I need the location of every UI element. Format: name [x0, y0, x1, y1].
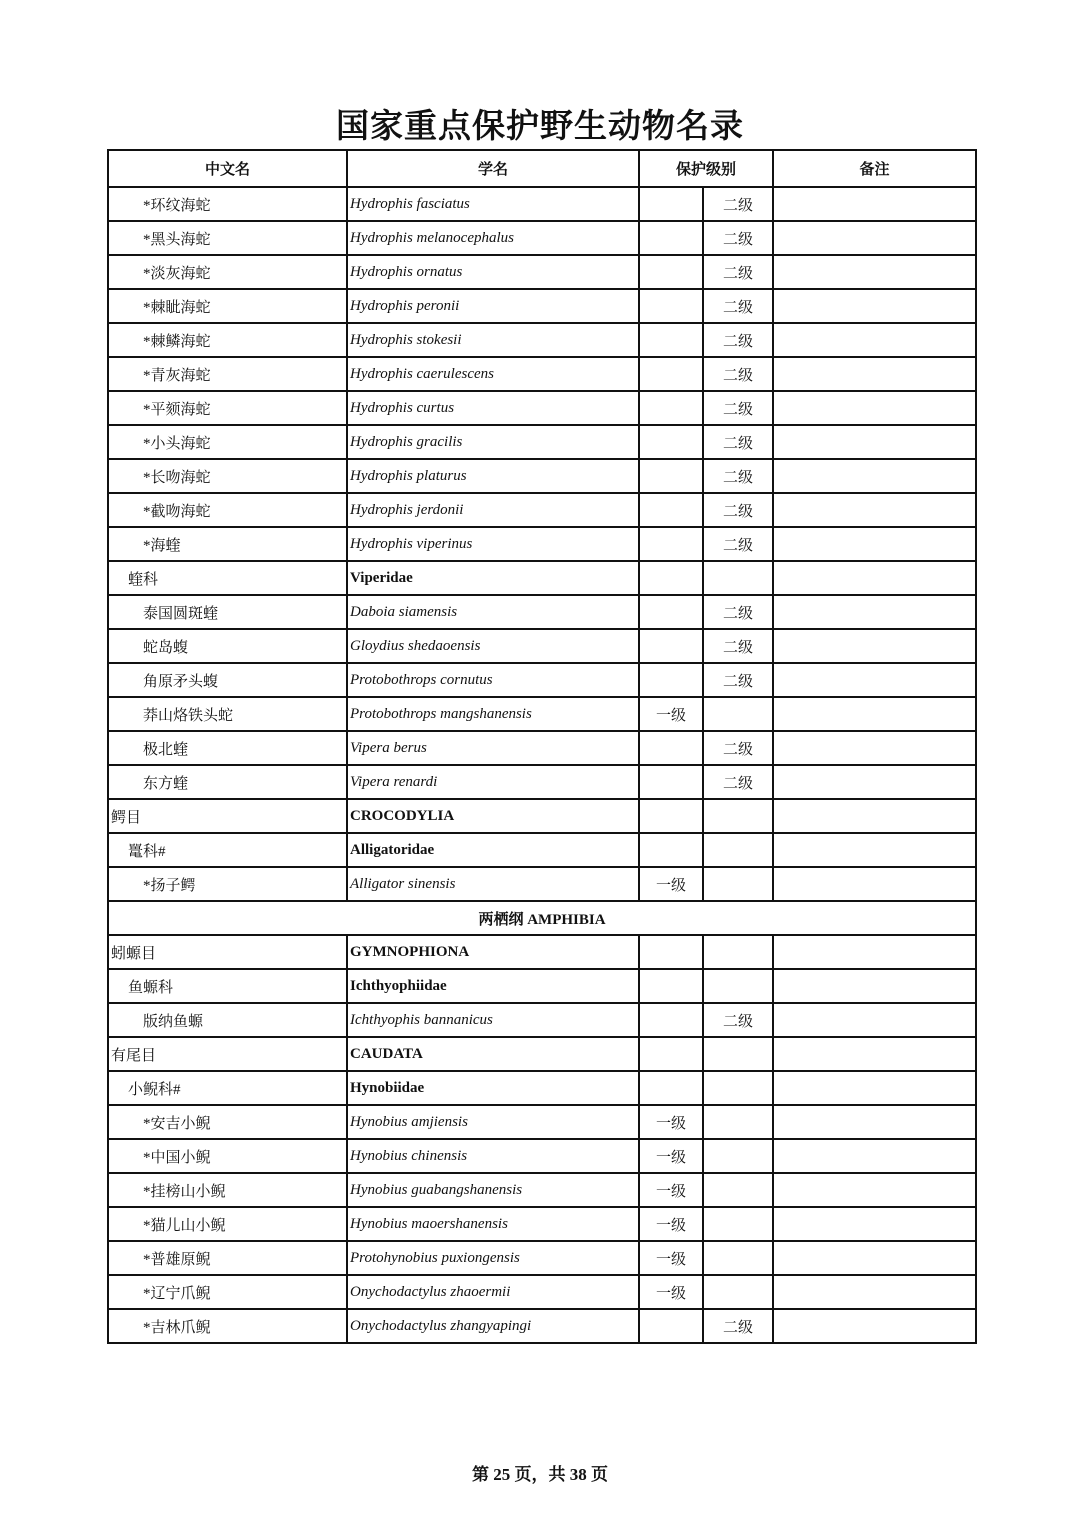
level-1-cell	[639, 765, 703, 799]
level-2-cell: 二级	[703, 765, 773, 799]
scientific-name-cell: Alligatoridae	[347, 833, 639, 867]
level-1-cell	[639, 1309, 703, 1343]
section-row	[108, 901, 976, 935]
level-1-cell	[639, 221, 703, 255]
scientific-name-cell: Viperidae	[347, 561, 639, 595]
level-2-cell	[703, 1173, 773, 1207]
level-2-cell: 二级	[703, 493, 773, 527]
notes-cell	[773, 697, 976, 731]
level-1-cell	[639, 459, 703, 493]
notes-cell	[773, 493, 976, 527]
level-1-cell	[639, 935, 703, 969]
species-row	[108, 1309, 976, 1343]
scientific-name-cell: Hynobius amjiensis	[347, 1105, 639, 1139]
level-2-cell: 二级	[703, 323, 773, 357]
chinese-name-cell: 莽山烙铁头蛇	[108, 697, 347, 731]
species-row	[108, 697, 976, 731]
scientific-name-cell: Protohynobius puxiongensis	[347, 1241, 639, 1275]
chinese-name-cell: 泰国圆斑蝰	[108, 595, 347, 629]
species-row	[108, 425, 976, 459]
level-1-cell	[639, 663, 703, 697]
level-1-cell: 一级	[639, 1275, 703, 1309]
chinese-name-cell: 东方蝰	[108, 765, 347, 799]
scientific-name-cell: Protobothrops mangshanensis	[347, 697, 639, 731]
level-1-cell: 一级	[639, 1241, 703, 1275]
notes-cell	[773, 765, 976, 799]
notes-cell	[773, 1037, 976, 1071]
notes-cell	[773, 255, 976, 289]
notes-cell	[773, 425, 976, 459]
species-row	[108, 221, 976, 255]
scientific-name-cell: Hynobius maoershanensis	[347, 1207, 639, 1241]
level-2-cell	[703, 1105, 773, 1139]
level-2-cell: 二级	[703, 663, 773, 697]
chinese-name-cell: *棘鳞海蛇	[108, 323, 347, 357]
chinese-name-cell: *辽宁爪鲵	[108, 1275, 347, 1309]
level-2-cell	[703, 969, 773, 1003]
protected-wildlife-table	[107, 149, 977, 1344]
scientific-name-cell: Vipera berus	[347, 731, 639, 765]
notes-cell	[773, 1309, 976, 1343]
species-row	[108, 663, 976, 697]
header-protection-level: 保护级别	[639, 150, 773, 187]
species-row	[108, 1275, 976, 1309]
notes-cell	[773, 935, 976, 969]
level-1-cell: 一级	[639, 1105, 703, 1139]
scientific-name-cell: Hynobius guabangshanensis	[347, 1173, 639, 1207]
species-row	[108, 595, 976, 629]
level-2-cell: 二级	[703, 595, 773, 629]
scientific-name-cell: Hydrophis stokesii	[347, 323, 639, 357]
level-2-cell: 二级	[703, 357, 773, 391]
species-row	[108, 1139, 976, 1173]
chinese-name-cell: 蚓螈目	[108, 935, 347, 969]
notes-cell	[773, 323, 976, 357]
chinese-name-cell: *普雄原鲵	[108, 1241, 347, 1275]
level-1-cell	[639, 493, 703, 527]
level-1-cell	[639, 1003, 703, 1037]
level-1-cell	[639, 629, 703, 663]
header-scientific-name: 学名	[347, 150, 639, 187]
chinese-name-cell: 有尾目	[108, 1037, 347, 1071]
scientific-name-cell: Onychodactylus zhangyapingi	[347, 1309, 639, 1343]
family-row	[108, 1071, 976, 1105]
section-title: 两栖纲 AMPHIBIA	[108, 901, 976, 935]
chinese-name-cell: *截吻海蛇	[108, 493, 347, 527]
order-row	[108, 935, 976, 969]
scientific-name-cell: Hydrophis ornatus	[347, 255, 639, 289]
scientific-name-cell: Protobothrops cornutus	[347, 663, 639, 697]
family-row	[108, 561, 976, 595]
level-2-cell: 二级	[703, 221, 773, 255]
species-row	[108, 187, 976, 221]
scientific-name-cell: Ichthyophis bannanicus	[347, 1003, 639, 1037]
scientific-name-cell: Alligator sinensis	[347, 867, 639, 901]
level-2-cell: 二级	[703, 527, 773, 561]
chinese-name-cell: *黑头海蛇	[108, 221, 347, 255]
header-notes: 备注	[773, 150, 976, 187]
level-1-cell	[639, 425, 703, 459]
notes-cell	[773, 969, 976, 1003]
chinese-name-cell: *安吉小鲵	[108, 1105, 347, 1139]
level-2-cell	[703, 561, 773, 595]
species-row	[108, 391, 976, 425]
scientific-name-cell: Hynobiidae	[347, 1071, 639, 1105]
level-2-cell: 二级	[703, 391, 773, 425]
level-1-cell	[639, 289, 703, 323]
notes-cell	[773, 527, 976, 561]
notes-cell	[773, 1173, 976, 1207]
level-2-cell: 二级	[703, 1003, 773, 1037]
level-2-cell: 二级	[703, 255, 773, 289]
chinese-name-cell: *长吻海蛇	[108, 459, 347, 493]
notes-cell	[773, 289, 976, 323]
scientific-name-cell: Daboia siamensis	[347, 595, 639, 629]
level-2-cell	[703, 1275, 773, 1309]
notes-cell	[773, 1105, 976, 1139]
chinese-name-cell: *挂榜山小鲵	[108, 1173, 347, 1207]
chinese-name-cell: 极北蝰	[108, 731, 347, 765]
notes-cell	[773, 1071, 976, 1105]
chinese-name-cell: 角原矛头蝮	[108, 663, 347, 697]
species-row	[108, 459, 976, 493]
level-1-cell	[639, 255, 703, 289]
level-2-cell: 二级	[703, 731, 773, 765]
level-2-cell	[703, 935, 773, 969]
table-header	[108, 150, 976, 187]
species-row	[108, 289, 976, 323]
scientific-name-cell: Hydrophis caerulescens	[347, 357, 639, 391]
notes-cell	[773, 799, 976, 833]
level-2-cell	[703, 1241, 773, 1275]
notes-cell	[773, 391, 976, 425]
level-1-cell	[639, 799, 703, 833]
order-row	[108, 1037, 976, 1071]
level-2-cell	[703, 1207, 773, 1241]
notes-cell	[773, 459, 976, 493]
level-2-cell: 二级	[703, 425, 773, 459]
chinese-name-cell: 鱼螈科	[108, 969, 347, 1003]
page-number: 第 25 页，共 38 页	[472, 1465, 608, 1484]
level-1-cell	[639, 1071, 703, 1105]
level-2-cell: 二级	[703, 629, 773, 663]
level-1-cell	[639, 527, 703, 561]
species-row	[108, 323, 976, 357]
level-1-cell: 一级	[639, 867, 703, 901]
species-row	[108, 867, 976, 901]
notes-cell	[773, 663, 976, 697]
species-row	[108, 1241, 976, 1275]
page-title: 国家重点保护野生动物名录	[336, 109, 744, 145]
chinese-name-cell: *海蝰	[108, 527, 347, 561]
level-1-cell	[639, 1037, 703, 1071]
notes-cell	[773, 1275, 976, 1309]
level-1-cell	[639, 595, 703, 629]
level-1-cell: 一级	[639, 1139, 703, 1173]
notes-cell	[773, 1207, 976, 1241]
species-row	[108, 527, 976, 561]
level-1-cell	[639, 969, 703, 1003]
family-row	[108, 833, 976, 867]
level-1-cell	[639, 187, 703, 221]
chinese-name-cell: 版纳鱼螈	[108, 1003, 347, 1037]
level-1-cell: 一级	[639, 697, 703, 731]
order-row	[108, 799, 976, 833]
species-row	[108, 731, 976, 765]
species-row	[108, 629, 976, 663]
chinese-name-cell: *中国小鲵	[108, 1139, 347, 1173]
notes-cell	[773, 187, 976, 221]
header-chinese-name: 中文名	[108, 150, 347, 187]
scientific-name-cell: CROCODYLIA	[347, 799, 639, 833]
chinese-name-cell: *扬子鳄	[108, 867, 347, 901]
notes-cell	[773, 833, 976, 867]
species-row	[108, 765, 976, 799]
scientific-name-cell: Gloydius shedaoensis	[347, 629, 639, 663]
scientific-name-cell: Vipera renardi	[347, 765, 639, 799]
scientific-name-cell: Hydrophis viperinus	[347, 527, 639, 561]
notes-cell	[773, 1139, 976, 1173]
notes-cell	[773, 1241, 976, 1275]
scientific-name-cell: Hydrophis curtus	[347, 391, 639, 425]
level-1-cell: 一级	[639, 1173, 703, 1207]
scientific-name-cell: GYMNOPHIONA	[347, 935, 639, 969]
chinese-name-cell: 蛇岛蝮	[108, 629, 347, 663]
chinese-name-cell: *淡灰海蛇	[108, 255, 347, 289]
scientific-name-cell: Hydrophis melanocephalus	[347, 221, 639, 255]
chinese-name-cell: 鼍科#	[108, 833, 347, 867]
level-2-cell: 二级	[703, 459, 773, 493]
level-1-cell	[639, 357, 703, 391]
chinese-name-cell: *青灰海蛇	[108, 357, 347, 391]
level-1-cell	[639, 561, 703, 595]
chinese-name-cell: *小头海蛇	[108, 425, 347, 459]
notes-cell	[773, 357, 976, 391]
level-1-cell	[639, 731, 703, 765]
chinese-name-cell: 小鲵科#	[108, 1071, 347, 1105]
species-row	[108, 255, 976, 289]
level-2-cell: 二级	[703, 289, 773, 323]
level-1-cell: 一级	[639, 1207, 703, 1241]
scientific-name-cell: Hydrophis platurus	[347, 459, 639, 493]
level-2-cell	[703, 1139, 773, 1173]
level-2-cell	[703, 1071, 773, 1105]
chinese-name-cell: *棘眦海蛇	[108, 289, 347, 323]
scientific-name-cell: Hynobius chinensis	[347, 1139, 639, 1173]
species-row	[108, 1207, 976, 1241]
species-row	[108, 357, 976, 391]
species-row	[108, 1173, 976, 1207]
notes-cell	[773, 1003, 976, 1037]
notes-cell	[773, 221, 976, 255]
level-2-cell	[703, 799, 773, 833]
level-1-cell	[639, 391, 703, 425]
level-2-cell: 二级	[703, 187, 773, 221]
level-2-cell: 二级	[703, 1309, 773, 1343]
scientific-name-cell: CAUDATA	[347, 1037, 639, 1071]
chinese-name-cell: 蝰科	[108, 561, 347, 595]
species-row	[108, 493, 976, 527]
level-2-cell	[703, 697, 773, 731]
scientific-name-cell: Hydrophis peronii	[347, 289, 639, 323]
level-2-cell	[703, 867, 773, 901]
notes-cell	[773, 595, 976, 629]
level-1-cell	[639, 323, 703, 357]
scientific-name-cell: Ichthyophiidae	[347, 969, 639, 1003]
chinese-name-cell: *猫儿山小鲵	[108, 1207, 347, 1241]
table-body	[108, 187, 976, 1343]
scientific-name-cell: Hydrophis gracilis	[347, 425, 639, 459]
scientific-name-cell: Hydrophis fasciatus	[347, 187, 639, 221]
level-2-cell	[703, 1037, 773, 1071]
chinese-name-cell: *吉林爪鲵	[108, 1309, 347, 1343]
notes-cell	[773, 561, 976, 595]
family-row	[108, 969, 976, 1003]
species-row	[108, 1105, 976, 1139]
notes-cell	[773, 867, 976, 901]
notes-cell	[773, 731, 976, 765]
scientific-name-cell: Onychodactylus zhaoermii	[347, 1275, 639, 1309]
notes-cell	[773, 629, 976, 663]
chinese-name-cell: *环纹海蛇	[108, 187, 347, 221]
chinese-name-cell: *平颏海蛇	[108, 391, 347, 425]
scientific-name-cell: Hydrophis jerdonii	[347, 493, 639, 527]
chinese-name-cell: 鳄目	[108, 799, 347, 833]
level-2-cell	[703, 833, 773, 867]
species-row	[108, 1003, 976, 1037]
level-1-cell	[639, 833, 703, 867]
